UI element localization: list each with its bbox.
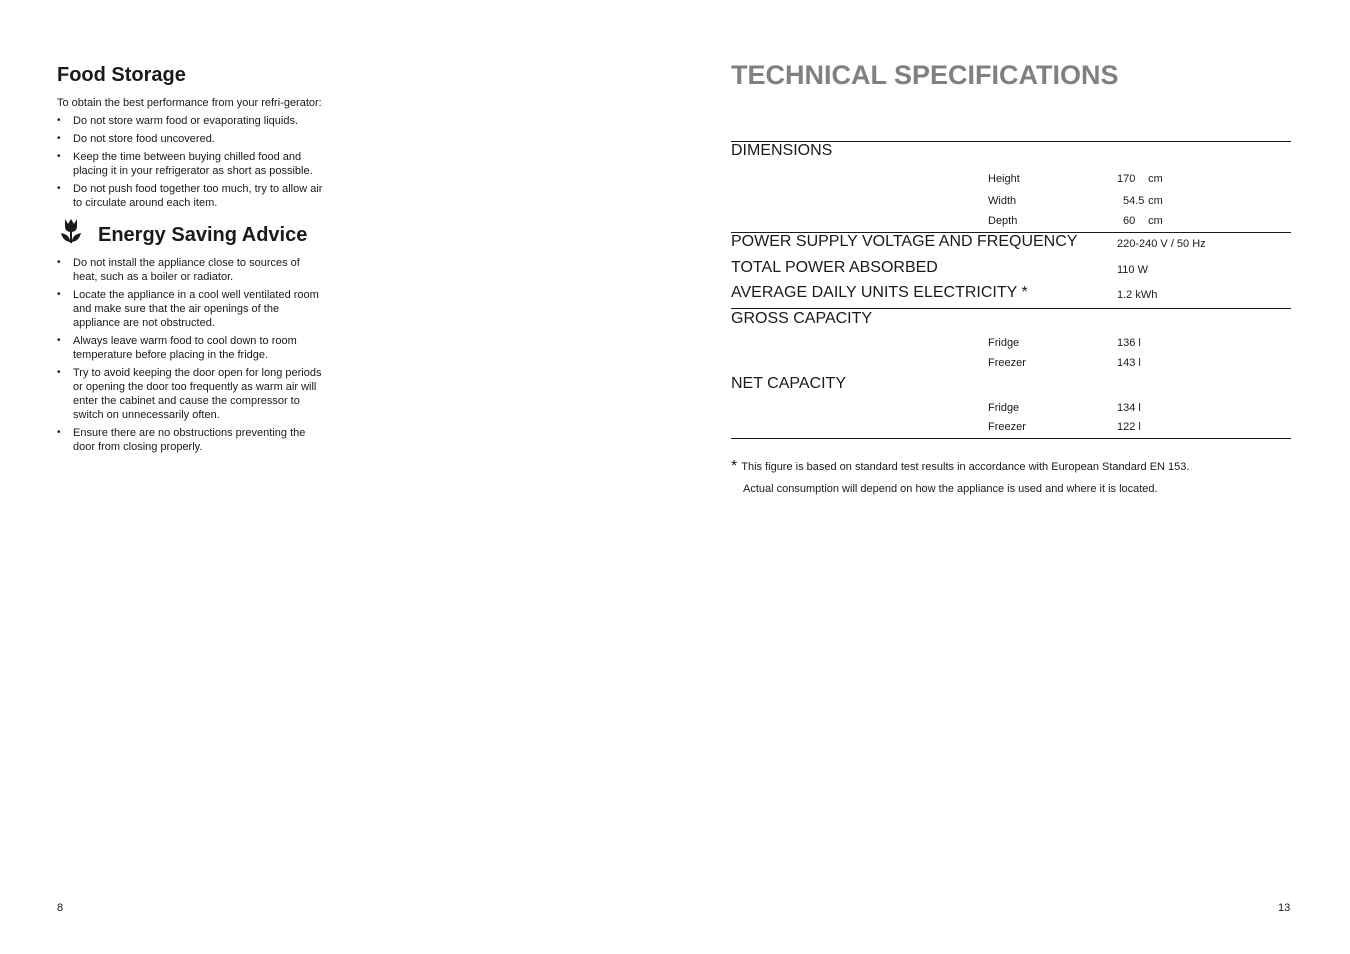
power-supply-label: POWER SUPPLY VOLTAGE AND FREQUENCY <box>731 233 1078 250</box>
total-power-value: 110 W <box>1117 264 1148 276</box>
height-value: 170 cm <box>1117 173 1163 185</box>
list-item: • Keep the time between buying chilled food and placing it in your refrigerator as short as possible. <box>57 150 327 178</box>
list-item: • Do not store warm food or evaporating liquids. <box>57 114 327 128</box>
gross-fridge-label: Fridge <box>988 337 1020 349</box>
food-storage-list <box>57 114 327 210</box>
food-storage-heading: Food Storage <box>57 64 186 86</box>
left-page <box>57 62 327 458</box>
dimensions-label: DIMENSIONS <box>731 142 833 159</box>
net-freezer-label: Freezer <box>988 421 1026 433</box>
list-item: • Locate the appliance in a cool well ventilated room and make sure that the air openings of the appliance are not obstructed. <box>57 288 327 330</box>
footnote <box>731 460 1291 496</box>
page-number-right: 13 <box>1278 902 1291 914</box>
list-item: • Ensure there are no obstructions preventing the door from closing properly. <box>57 426 327 454</box>
list-item: • Try to avoid keeping the door open for long periods or opening the door too frequently as warm air will enter the cabinet and cause the compressor to switch on unnecessarily often. <box>57 366 327 422</box>
net-fridge-label: Fridge <box>988 402 1020 414</box>
tulip-icon <box>57 217 85 245</box>
right-page <box>731 58 1291 495</box>
avg-daily-label: AVERAGE DAILY UNITS ELECTRICITY * <box>731 284 1028 301</box>
footnote-line-1: * This figure is based on standard test results in accordance with European Standard EN 153. <box>731 458 1190 475</box>
avg-daily-value: 1.2 kWh <box>1117 289 1158 301</box>
list-item: • Always leave warm food to cool down to room temperature before placing in the fridge. <box>57 334 327 362</box>
asterisk: * <box>731 458 738 475</box>
page-number-left: 8 <box>57 902 64 914</box>
gross-freezer-label: Freezer <box>988 357 1026 369</box>
gross-capacity-label: GROSS CAPACITY <box>731 310 873 327</box>
net-freezer-value: 122 l <box>1117 421 1141 433</box>
gross-fridge-value: 136 l <box>1117 337 1141 349</box>
energy-saving-heading: Energy Saving Advice <box>98 224 308 246</box>
gross-freezer-value: 143 l <box>1117 357 1141 369</box>
list-item: • Do not install the appliance close to sources of heat, such as a boiler or radiator. <box>57 256 327 284</box>
net-capacity-label: NET CAPACITY <box>731 375 846 392</box>
page-title: TECHNICAL SPECIFICATIONS <box>731 60 1119 90</box>
depth-value: 60 cm <box>1123 215 1163 227</box>
energy-saving-list <box>57 256 327 454</box>
depth-label: Depth <box>988 215 1018 227</box>
list-item: • Do not push food together too much, try to allow air to circulate around each item. <box>57 182 327 210</box>
height-label: Height <box>988 173 1020 185</box>
width-value: 54.5 cm <box>1123 195 1163 207</box>
width-label: Width <box>988 195 1017 207</box>
list-item: • Do not store food uncovered. <box>57 132 327 146</box>
total-power-label: TOTAL POWER ABSORBED <box>731 259 938 276</box>
divider <box>731 438 1291 439</box>
energy-saving-header <box>57 222 327 248</box>
power-supply-value: 220-240 V / 50 Hz <box>1117 238 1206 250</box>
footnote-line-2: Actual consumption will depend on how the appliance is used and where it is located. <box>743 483 1158 495</box>
net-fridge-value: 134 l <box>1117 402 1141 414</box>
food-storage-intro: To obtain the best performance from your refri-gerator: <box>57 97 322 109</box>
